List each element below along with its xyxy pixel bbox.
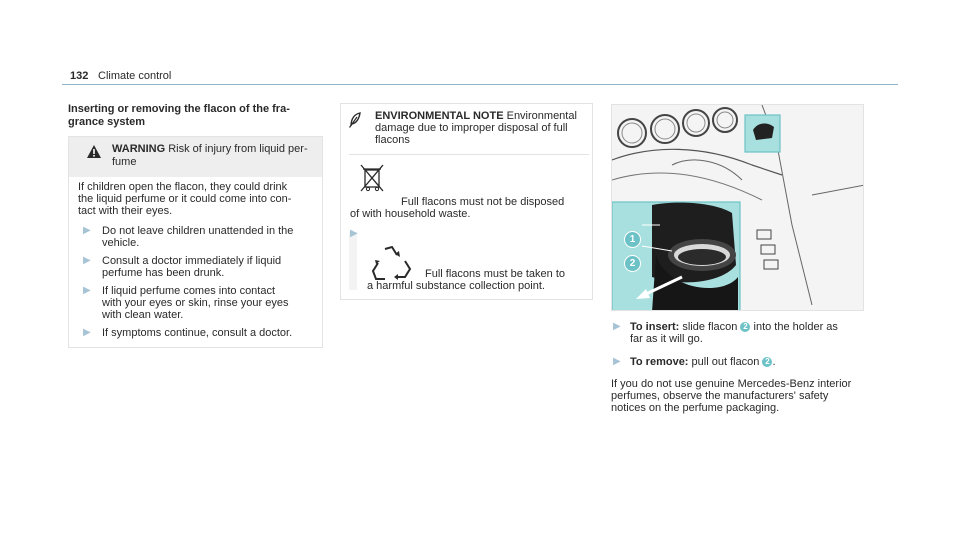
perfume-note — [611, 378, 876, 414]
arrow-bullet-icon: ▶ — [83, 285, 91, 296]
remove-text: . — [772, 356, 776, 368]
list-item-text: with your eyes or skin, rinse your eyes — [102, 297, 289, 309]
list-item-text: perfume has been drunk. — [102, 267, 225, 279]
list-item-text: If liquid perfume comes into contact — [102, 285, 276, 297]
section-title: Climate control — [98, 70, 172, 82]
header-rule — [62, 84, 898, 85]
warning-triangle-icon — [87, 145, 101, 158]
warning-text: If children open the flacon, they could drink — [78, 181, 288, 193]
environmental-note-title — [375, 110, 590, 146]
perfume-note-text: notices on the perfume packaging. — [611, 402, 780, 414]
warning-title — [112, 143, 317, 169]
warning-title-text: Risk of injury from liquid per- — [165, 143, 308, 155]
list-item — [83, 327, 318, 339]
list-item-text: Do not leave children unattended in the — [102, 225, 294, 237]
insert-instruction — [613, 321, 873, 345]
recycling-icon — [371, 245, 413, 283]
arrow-bullet-icon: ▶ — [83, 255, 91, 266]
page-number: 132 — [70, 70, 89, 82]
insert-text: slide flacon — [679, 321, 741, 333]
callout-1: 1 — [624, 231, 641, 248]
list-item — [83, 225, 318, 249]
environment-leaf-icon — [349, 112, 361, 128]
fragrance-flacon-illustration — [611, 104, 864, 311]
collection-text: Full flacons must be taken to — [425, 268, 566, 280]
collection-text: a harmful substance collection point. — [367, 280, 545, 292]
dashboard-drawing — [612, 105, 864, 311]
heading-line: Inserting or removing the flacon of the fra- — [68, 103, 290, 115]
insert-text: into the holder as — [750, 321, 838, 333]
callout-2: 2 — [624, 255, 641, 272]
warning-box — [68, 136, 323, 348]
section-heading — [68, 103, 323, 129]
warning-text: the liquid perfume or it could come into con- — [78, 193, 292, 205]
bullet-strip — [349, 232, 357, 290]
environmental-note-header — [349, 110, 589, 155]
warning-label: WARNING — [112, 143, 166, 155]
note-title-text: damage due to improper disposal of full — [375, 122, 568, 134]
flacon-ref-badge: 2 — [762, 357, 772, 367]
warning-body — [78, 181, 318, 217]
environmental-note-label: ENVIRONMENTAL NOTE — [375, 110, 504, 122]
crossed-bin-icon — [360, 164, 384, 194]
disposal-text: of with household waste. — [350, 208, 471, 220]
flacon-ref-badge: 2 — [740, 322, 750, 332]
disposal-text: Full flacons must not be disposed — [401, 196, 565, 208]
remove-text: pull out flacon — [688, 356, 763, 368]
remove-instruction — [613, 356, 873, 368]
perfume-note-text: perfumes, observe the manufacturers' safety — [611, 390, 829, 402]
heading-line: grance system — [68, 116, 146, 128]
list-item — [83, 255, 318, 279]
list-item-text: Consult a doctor immediately if liquid — [102, 255, 282, 267]
arrow-bullet-icon: ▶ — [83, 225, 91, 236]
arrow-bullet-icon: ▶ — [613, 356, 621, 367]
note-title-text: flacons — [375, 134, 410, 146]
environmental-note-box — [340, 103, 593, 300]
list-item — [83, 285, 318, 321]
warning-text: tact with their eyes. — [78, 205, 173, 217]
list-item-text: If symptoms continue, consult a doctor. — [102, 327, 293, 339]
insert-label: To insert: — [630, 321, 680, 333]
note-title-text: Environmental — [503, 110, 577, 122]
warning-title-text: fume — [112, 156, 137, 168]
arrow-bullet-icon: ▶ — [350, 228, 358, 239]
remove-label: To remove: — [630, 356, 689, 368]
arrow-bullet-icon: ▶ — [613, 321, 621, 332]
list-item-text: vehicle. — [102, 237, 140, 249]
arrow-bullet-icon: ▶ — [83, 327, 91, 338]
insert-text: far as it will go. — [630, 333, 703, 345]
list-item-text: with clean water. — [102, 309, 184, 321]
warning-header — [69, 137, 322, 177]
perfume-note-text: If you do not use genuine Mercedes-Benz interior — [611, 378, 852, 390]
